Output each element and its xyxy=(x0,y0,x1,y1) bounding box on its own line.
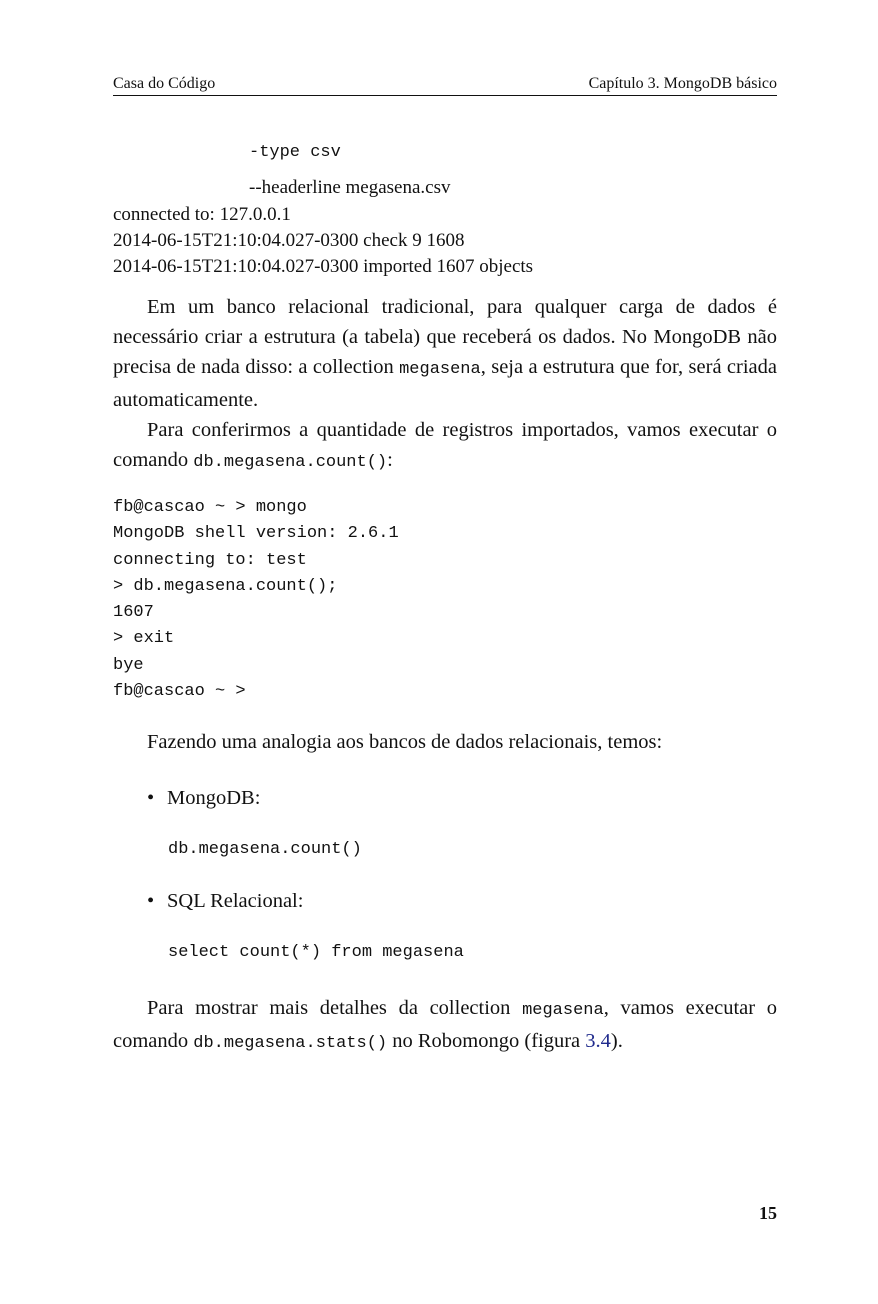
shell-line: > exit xyxy=(113,629,175,649)
bullet-icon: • xyxy=(147,890,155,912)
bullet-mongodb xyxy=(147,783,260,813)
paragraph-text: Para mostrar mais detalhes da collection xyxy=(147,997,523,1019)
running-header xyxy=(113,73,777,96)
figure-link[interactable]: 3.4 xyxy=(585,1030,611,1052)
shell-session xyxy=(113,495,399,705)
import-imported: 2014-06-15T21:10:04.027-0300 imported 1607 objects xyxy=(113,256,534,277)
bullet-sql xyxy=(147,886,303,916)
paragraph-text: , seja a estrutura que for, será criada automaticamente. xyxy=(113,356,777,411)
header-chapter-title: Capítulo 3. MongoDB básico xyxy=(588,75,777,92)
inline-code: db.megasena.count() xyxy=(193,453,388,472)
inline-code: db.megasena.stats() xyxy=(193,1034,388,1053)
inline-code: megasena xyxy=(399,360,481,379)
paragraph-text: : xyxy=(387,449,393,471)
paragraph-text: Em um banco relacional tradicional, para qualquer carga de dados é necessário criar a estrutura (a tabela) que receberá os dados. No MongoDB não precisa de nada disso: a collection xyxy=(113,296,777,378)
header-book-title: Casa do Código xyxy=(113,75,216,92)
paragraph-text: no Robomongo (figura xyxy=(387,1030,586,1052)
paragraph-stats xyxy=(113,993,777,1059)
bullet-sql-code: select count(*) from megasena xyxy=(168,943,464,962)
import-type-flag: -type csv xyxy=(249,143,341,162)
shell-line: fb@cascao ~ > mongo xyxy=(113,498,307,517)
shell-line: connecting to: test xyxy=(113,550,307,570)
import-check: 2014-06-15T21:10:04.027-0300 check 9 1608 xyxy=(113,230,465,251)
inline-code: megasena xyxy=(522,1001,604,1020)
shell-line: fb@cascao ~ > xyxy=(113,682,246,702)
paragraph-text: ). xyxy=(610,1030,623,1052)
bullet-label: SQL Relacional: xyxy=(167,890,304,912)
shell-line: 1607 xyxy=(113,603,154,623)
bullet-mongodb-code: db.megasena.count() xyxy=(168,840,362,859)
paragraph-count-intro xyxy=(113,415,777,478)
shell-line: > db.megasena.count(); xyxy=(113,576,338,596)
shell-line: MongoDB shell version: 2.6.1 xyxy=(113,524,399,544)
paragraph-analogy: Fazendo uma analogia aos bancos de dados relacionais, temos: xyxy=(147,731,663,753)
paragraph-relational xyxy=(113,292,777,415)
import-connected: connected to: 127.0.0.1 xyxy=(113,204,291,225)
paragraph-text: Para conferirmos a quantidade de registros importados, vamos executar o comando xyxy=(113,419,777,471)
bullet-label: MongoDB: xyxy=(167,787,261,809)
page-number: 15 xyxy=(759,1203,777,1223)
paragraph-text: , vamos executar o comando xyxy=(113,997,777,1052)
import-headerline: --headerline megasena.csv xyxy=(249,177,451,198)
book-page xyxy=(113,0,777,1304)
bullet-icon: • xyxy=(147,787,155,809)
shell-line: bye xyxy=(113,655,144,675)
